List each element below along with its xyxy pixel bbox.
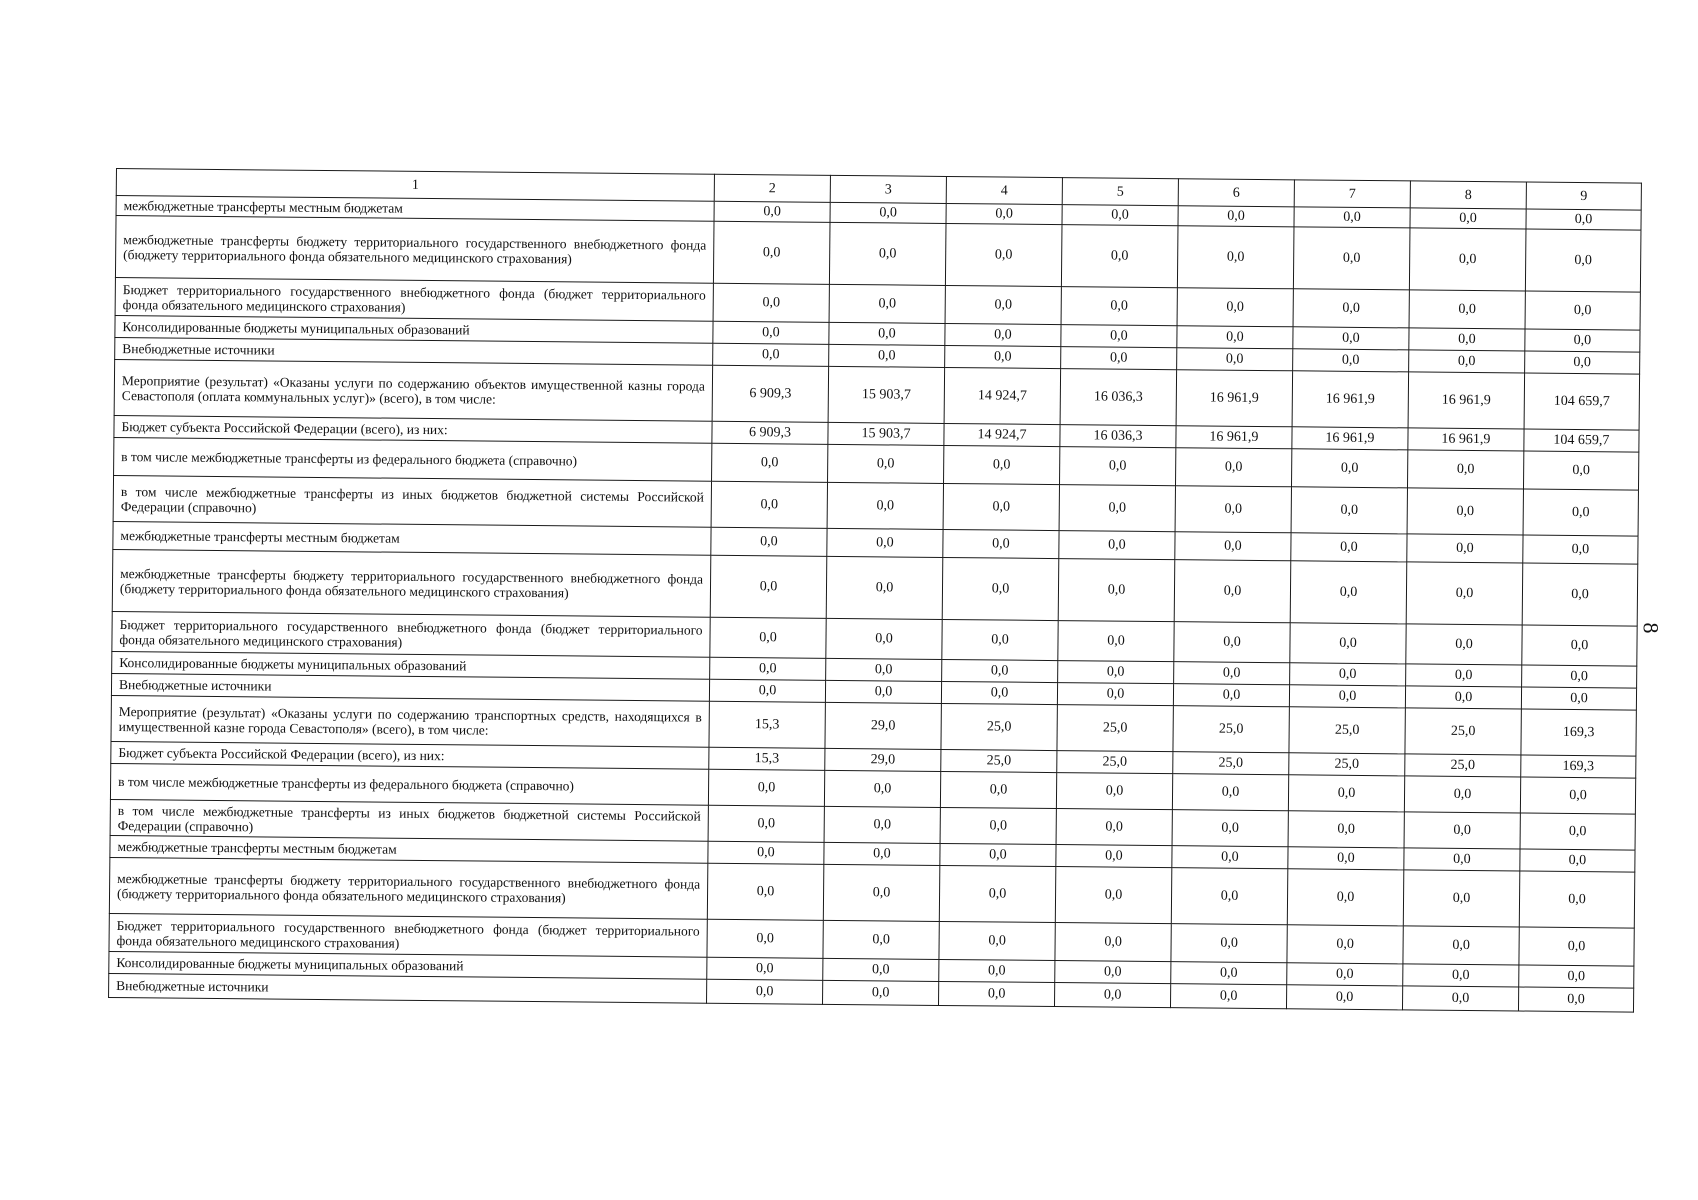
value-cell: 0,0 <box>1058 661 1174 684</box>
value-cell: 0,0 <box>1520 813 1635 850</box>
value-cell: 0,0 <box>1523 535 1638 564</box>
header-cell: 9 <box>1526 182 1641 210</box>
value-cell: 0,0 <box>1403 964 1519 987</box>
value-cell: 0,0 <box>710 657 826 680</box>
row-label: межбюджетные трансферты местным бюджетам <box>116 196 714 222</box>
value-cell: 0,0 <box>1171 962 1287 985</box>
row-label: межбюджетные трансферты местным бюджетам <box>110 835 708 863</box>
value-cell: 0,0 <box>1287 963 1403 986</box>
value-cell: 0,0 <box>1523 451 1638 490</box>
value-cell: 25,0 <box>1173 706 1289 753</box>
value-cell: 0,0 <box>944 445 1060 484</box>
value-cell: 0,0 <box>1525 351 1640 374</box>
value-cell: 0,0 <box>1170 984 1286 1009</box>
value-cell: 0,0 <box>1404 812 1520 849</box>
value-cell: 0,0 <box>829 322 945 345</box>
row-label: Бюджет территориального государственного внебюджетного фонда (бюджет территориального фонда обязательного медицинского страхования) <box>112 611 710 657</box>
value-cell: 0,0 <box>1404 848 1520 871</box>
value-cell: 25,0 <box>1289 753 1405 776</box>
value-cell: 0,0 <box>827 528 943 557</box>
value-cell: 0,0 <box>707 863 824 920</box>
header-cell: 1 <box>116 169 714 202</box>
value-cell: 0,0 <box>1058 621 1174 662</box>
value-cell: 0,0 <box>830 202 946 223</box>
value-cell: 0,0 <box>826 556 943 619</box>
value-cell: 0,0 <box>1172 774 1288 811</box>
row-label: Консолидированные бюджеты муниципальных образований <box>112 651 710 679</box>
value-cell: 0,0 <box>939 959 1055 982</box>
value-cell: 16 961,9 <box>1176 370 1293 427</box>
header-cell: 7 <box>1294 180 1410 208</box>
value-cell: 25,0 <box>1289 707 1405 754</box>
value-cell: 16 961,9 <box>1176 426 1292 449</box>
value-cell: 0,0 <box>1055 961 1171 984</box>
value-cell: 0,0 <box>1061 225 1178 288</box>
row-label: межбюджетные трансферты бюджету территориального государственного внебюджетного фонда (бюджету территориального фонда обязательного медицинского страхования) <box>109 857 708 919</box>
value-cell: 0,0 <box>1407 450 1523 489</box>
value-cell: 0,0 <box>1525 229 1641 292</box>
value-cell: 29,0 <box>825 748 941 771</box>
value-cell: 0,0 <box>1059 485 1175 532</box>
value-cell: 0,0 <box>1409 328 1525 351</box>
value-cell: 169,3 <box>1521 755 1636 778</box>
row-label: Внебюджетные источники <box>109 973 707 1003</box>
value-cell: 0,0 <box>1288 847 1404 870</box>
value-cell: 0,0 <box>713 221 830 284</box>
value-cell: 0,0 <box>940 771 1056 808</box>
value-cell: 0,0 <box>711 481 827 528</box>
value-cell: 0,0 <box>945 345 1061 368</box>
value-cell: 0,0 <box>1520 777 1635 814</box>
row-label: в том числе межбюджетные трансферты из федерального бюджета (справочно) <box>110 763 708 805</box>
value-cell: 25,0 <box>941 749 1057 772</box>
value-cell: 0,0 <box>1173 684 1289 707</box>
header-cell: 4 <box>946 176 1062 204</box>
value-cell: 0,0 <box>1409 350 1525 373</box>
value-cell: 0,0 <box>1061 287 1177 326</box>
value-cell: 14 924,7 <box>944 423 1060 446</box>
value-cell: 0,0 <box>824 770 940 807</box>
value-cell: 104 659,7 <box>1524 373 1640 430</box>
value-cell: 0,0 <box>1058 559 1175 622</box>
value-cell: 0,0 <box>1175 448 1291 487</box>
value-cell: 0,0 <box>1525 329 1640 352</box>
value-cell: 0,0 <box>945 323 1061 346</box>
value-cell: 0,0 <box>1293 289 1409 328</box>
value-cell: 0,0 <box>1177 326 1293 349</box>
value-cell: 0,0 <box>1057 683 1173 706</box>
value-cell: 6 909,3 <box>712 421 828 444</box>
value-cell: 169,3 <box>1521 709 1636 756</box>
value-cell: 0,0 <box>823 958 939 981</box>
value-cell: 16 961,9 <box>1408 428 1524 451</box>
value-cell: 16 036,3 <box>1060 425 1176 448</box>
row-label: Внебюджетные источники <box>111 673 709 701</box>
value-cell: 0,0 <box>945 285 1061 324</box>
value-cell: 0,0 <box>1293 327 1409 350</box>
row-label: Мероприятие (результат) «Оказаны услуги по содержанию объектов имущественной казны города Севастополя (оплата коммунальных услуг)» (всего), в том числе: <box>114 359 713 421</box>
header-cell: 8 <box>1410 181 1526 209</box>
value-cell: 0,0 <box>710 555 827 618</box>
value-cell: 25,0 <box>1173 752 1289 775</box>
value-cell: 0,0 <box>1175 486 1291 533</box>
row-label: в том числе межбюджетные трансферты из федерального бюджета (справочно) <box>114 437 712 481</box>
value-cell: 0,0 <box>713 321 829 344</box>
value-cell: 0,0 <box>707 919 823 958</box>
value-cell: 0,0 <box>1055 923 1171 962</box>
value-cell: 0,0 <box>1409 290 1525 329</box>
value-cell: 0,0 <box>1521 687 1636 710</box>
value-cell: 0,0 <box>1519 871 1635 928</box>
value-cell: 0,0 <box>1177 348 1293 371</box>
value-cell: 0,0 <box>829 284 945 323</box>
value-cell: 0,0 <box>1289 685 1405 708</box>
value-cell: 0,0 <box>710 617 826 658</box>
value-cell: 0,0 <box>823 980 939 1005</box>
value-cell: 0,0 <box>1287 869 1404 926</box>
value-cell: 0,0 <box>943 483 1059 530</box>
row-label: Бюджет территориального государственного внебюджетного фонда (бюджет территориального фонда обязательного медицинского страхования) <box>115 277 713 321</box>
value-cell: 0,0 <box>1056 773 1172 810</box>
value-cell: 0,0 <box>1526 209 1641 230</box>
value-cell: 0,0 <box>1177 288 1293 327</box>
value-cell: 0,0 <box>1293 349 1409 372</box>
value-cell: 0,0 <box>709 679 825 702</box>
value-cell: 0,0 <box>942 659 1058 682</box>
row-label: Консолидированные бюджеты муниципальных образований <box>115 315 713 343</box>
value-cell: 0,0 <box>1525 291 1640 330</box>
value-cell: 0,0 <box>1287 925 1403 964</box>
value-cell: 15 903,7 <box>828 422 944 445</box>
value-cell: 0,0 <box>1520 849 1635 872</box>
value-cell: 0,0 <box>829 344 945 367</box>
value-cell: 0,0 <box>1056 809 1172 846</box>
header-cell: 6 <box>1178 179 1294 207</box>
value-cell: 0,0 <box>1406 624 1522 665</box>
value-cell: 6 909,3 <box>712 365 829 422</box>
value-cell: 0,0 <box>823 920 939 959</box>
value-cell: 0,0 <box>1410 208 1526 229</box>
value-cell: 25,0 <box>1057 705 1173 752</box>
value-cell: 0,0 <box>1055 867 1172 924</box>
value-cell: 0,0 <box>823 864 940 921</box>
value-cell: 0,0 <box>1172 846 1288 869</box>
value-cell: 25,0 <box>1405 708 1521 755</box>
page-number: 8 <box>1638 622 1664 634</box>
value-cell: 0,0 <box>1407 534 1523 563</box>
value-cell: 15,3 <box>709 747 825 770</box>
value-cell: 0,0 <box>824 806 940 843</box>
value-cell: 0,0 <box>942 619 1058 660</box>
value-cell: 0,0 <box>940 843 1056 866</box>
value-cell: 0,0 <box>708 841 824 864</box>
value-cell: 0,0 <box>826 618 942 659</box>
value-cell: 0,0 <box>1405 686 1521 709</box>
value-cell: 0,0 <box>825 680 941 703</box>
value-cell: 0,0 <box>1291 487 1407 534</box>
value-cell: 0,0 <box>946 203 1062 224</box>
value-cell: 0,0 <box>1404 776 1520 813</box>
value-cell: 0,0 <box>1522 625 1637 666</box>
value-cell: 0,0 <box>824 842 940 865</box>
value-cell: 25,0 <box>1057 751 1173 774</box>
table-body <box>109 169 1642 1013</box>
value-cell: 0,0 <box>1294 207 1410 228</box>
value-cell: 0,0 <box>1174 560 1291 623</box>
value-cell: 0,0 <box>945 223 1062 286</box>
value-cell: 0,0 <box>1174 622 1290 663</box>
header-cell: 5 <box>1062 178 1178 206</box>
value-cell: 0,0 <box>1406 664 1522 687</box>
value-cell: 0,0 <box>941 681 1057 704</box>
value-cell: 0,0 <box>1171 924 1287 963</box>
row-label: межбюджетные трансферты местным бюджетам <box>113 521 711 555</box>
value-cell: 0,0 <box>827 482 943 529</box>
value-cell: 0,0 <box>1175 532 1291 561</box>
value-cell: 0,0 <box>1062 205 1178 226</box>
value-cell: 0,0 <box>714 201 830 222</box>
value-cell: 0,0 <box>1403 926 1519 965</box>
value-cell: 16 036,3 <box>1060 369 1177 426</box>
value-cell: 25,0 <box>1405 754 1521 777</box>
row-label: в том числе межбюджетные трансферты из иных бюджетов бюджетной системы Российской Федерации (справочно) <box>110 799 708 841</box>
value-cell: 0,0 <box>828 444 944 483</box>
value-cell: 0,0 <box>1288 775 1404 812</box>
row-label: межбюджетные трансферты бюджету территориального государственного внебюджетного фонда (бюджету территориального фонда обязательного медицинского страхования) <box>115 216 714 284</box>
value-cell: 0,0 <box>708 805 824 842</box>
value-cell: 0,0 <box>1403 870 1520 927</box>
value-cell: 0,0 <box>707 979 823 1004</box>
value-cell: 0,0 <box>1061 325 1177 348</box>
value-cell: 0,0 <box>1522 563 1638 626</box>
value-cell: 0,0 <box>1056 845 1172 868</box>
value-cell: 0,0 <box>1059 531 1175 560</box>
value-cell: 15 903,7 <box>828 366 945 423</box>
value-cell: 29,0 <box>825 702 941 749</box>
value-cell: 0,0 <box>708 769 824 806</box>
value-cell: 0,0 <box>713 343 829 366</box>
value-cell: 0,0 <box>943 529 1059 558</box>
value-cell: 16 961,9 <box>1292 371 1409 428</box>
value-cell: 0,0 <box>1409 228 1526 291</box>
value-cell: 0,0 <box>707 957 823 980</box>
value-cell: 0,0 <box>1522 665 1637 688</box>
value-cell: 14 924,7 <box>944 367 1061 424</box>
value-cell: 0,0 <box>1519 927 1634 966</box>
value-cell: 0,0 <box>940 807 1056 844</box>
value-cell: 0,0 <box>713 283 829 322</box>
value-cell: 0,0 <box>1291 449 1407 488</box>
value-cell: 0,0 <box>1286 985 1402 1010</box>
value-cell: 0,0 <box>1177 226 1294 289</box>
row-label: Бюджет субъекта Российской Федерации (всего), из них: <box>111 741 709 769</box>
value-cell: 0,0 <box>938 981 1054 1006</box>
value-cell: 0,0 <box>1061 347 1177 370</box>
row-label: Консолидированные бюджеты муниципальных образований <box>109 951 707 979</box>
value-cell: 0,0 <box>1171 868 1288 925</box>
value-cell: 16 961,9 <box>1408 372 1525 429</box>
value-cell: 0,0 <box>1523 489 1638 536</box>
value-cell: 0,0 <box>1407 488 1523 535</box>
value-cell: 0,0 <box>1293 227 1410 290</box>
value-cell: 0,0 <box>939 865 1056 922</box>
value-cell: 0,0 <box>1174 662 1290 685</box>
value-cell: 0,0 <box>829 222 946 285</box>
row-label: Внебюджетные источники <box>115 337 713 365</box>
value-cell: 0,0 <box>1290 561 1407 624</box>
value-cell: 0,0 <box>711 527 827 556</box>
value-cell: 0,0 <box>939 921 1055 960</box>
value-cell: 104 659,7 <box>1524 429 1639 452</box>
row-label: Бюджет территориального государственного внебюджетного фонда (бюджет территориального фонда обязательного медицинского страхования) <box>109 913 707 957</box>
value-cell: 0,0 <box>1519 965 1634 988</box>
row-label: межбюджетные трансферты бюджету территориального государственного внебюджетного фонда (бюджету территориального фонда обязательного медицинского страхования) <box>112 549 711 617</box>
value-cell: 0,0 <box>712 443 828 482</box>
value-cell: 0,0 <box>1288 811 1404 848</box>
value-cell: 0,0 <box>1290 623 1406 664</box>
value-cell: 0,0 <box>1402 986 1518 1011</box>
value-cell: 0,0 <box>1054 983 1170 1008</box>
value-cell: 0,0 <box>1060 447 1176 486</box>
value-cell: 0,0 <box>1178 206 1294 227</box>
table-container <box>108 168 1642 1013</box>
header-cell: 2 <box>714 174 830 202</box>
row-label: в том числе межбюджетные трансферты из иных бюджетов бюджетной системы Российской Федерации (справочно) <box>113 475 711 527</box>
value-cell: 0,0 <box>1291 533 1407 562</box>
value-cell: 16 961,9 <box>1292 427 1408 450</box>
value-cell: 0,0 <box>942 557 1059 620</box>
row-label: Мероприятие (результат) «Оказаны услуги по содержанию транспортных средств, находящихся в имущественной казне города Севастополя» (всего), в том числе: <box>111 695 709 747</box>
value-cell: 0,0 <box>1172 810 1288 847</box>
budget-table <box>108 168 1642 1013</box>
value-cell: 0,0 <box>1290 663 1406 686</box>
header-cell: 3 <box>830 175 946 203</box>
value-cell: 0,0 <box>1518 987 1633 1012</box>
row-label: Бюджет субъекта Российской Федерации (всего), из них: <box>114 415 712 443</box>
value-cell: 15,3 <box>709 701 825 748</box>
value-cell: 0,0 <box>1406 562 1523 625</box>
value-cell: 25,0 <box>941 703 1057 750</box>
value-cell: 0,0 <box>826 658 942 681</box>
